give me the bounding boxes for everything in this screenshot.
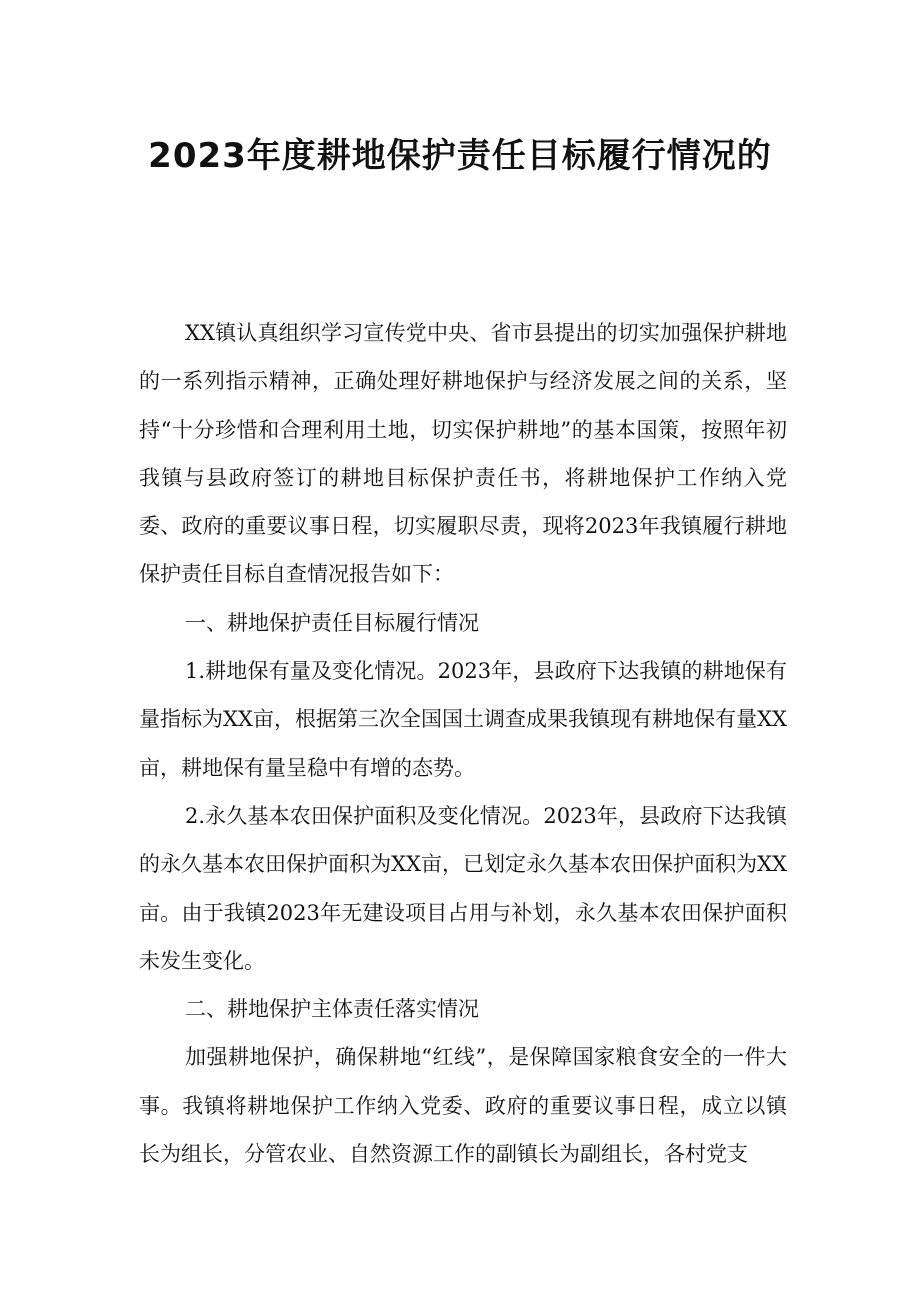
intro-paragraph: XX镇认真组织学习宣传党中央、省市县提出的切实加强保护耕地的一系列指示精神，正确处理好耕地保护与经济发展之间的关系，坚持“十分珍惜和合理利用土地，切实保护耕地”的基本国策，按照年初我镇与县政府签订的耕地目标保护责任书，将耕地保护工作纳入党委、政府的重要议事日程，切实履职尽责，现将2023年我镇履行耕地保护责任目标自查情况报告如下： — [139, 321, 787, 587]
paragraph-permanent-farmland: 2.永久基本农田保护面积及变化情况。2023年，县政府下达我镇的永久基本农田保护面积为XX亩，已划定永久基本农田保护面积为XX亩。由于我镇2023年无建设项目占用与补划，永久基本农田保护面积未发生变化。 — [139, 803, 787, 973]
paragraph-responsibility: 加强耕地保护，确保耕地“红线”，是保障国家粮食安全的一件大事。我镇将耕地保护工作纳入党委、政府的重要议事日程，成立以镇长为组长，分管农业、自然资源工作的副镇长为副组长，各村党支 — [139, 1045, 787, 1167]
document-body — [139, 309, 787, 1178]
document-title: 2023年度耕地保护责任目标履行情况的 — [148, 136, 772, 176]
paragraph-farmland-retention: 1.耕地保有量及变化情况。2023年，县政府下达我镇的耕地保有量指标为XX亩，根据第三次全国国土调查成果我镇现有耕地保有量XX亩，耕地保有量呈稳中有增的态势。 — [139, 659, 787, 780]
section-heading-2: 二、耕地保护主体责任落实情况 — [185, 997, 479, 1022]
section-heading-1: 一、耕地保护责任目标履行情况 — [185, 610, 479, 635]
